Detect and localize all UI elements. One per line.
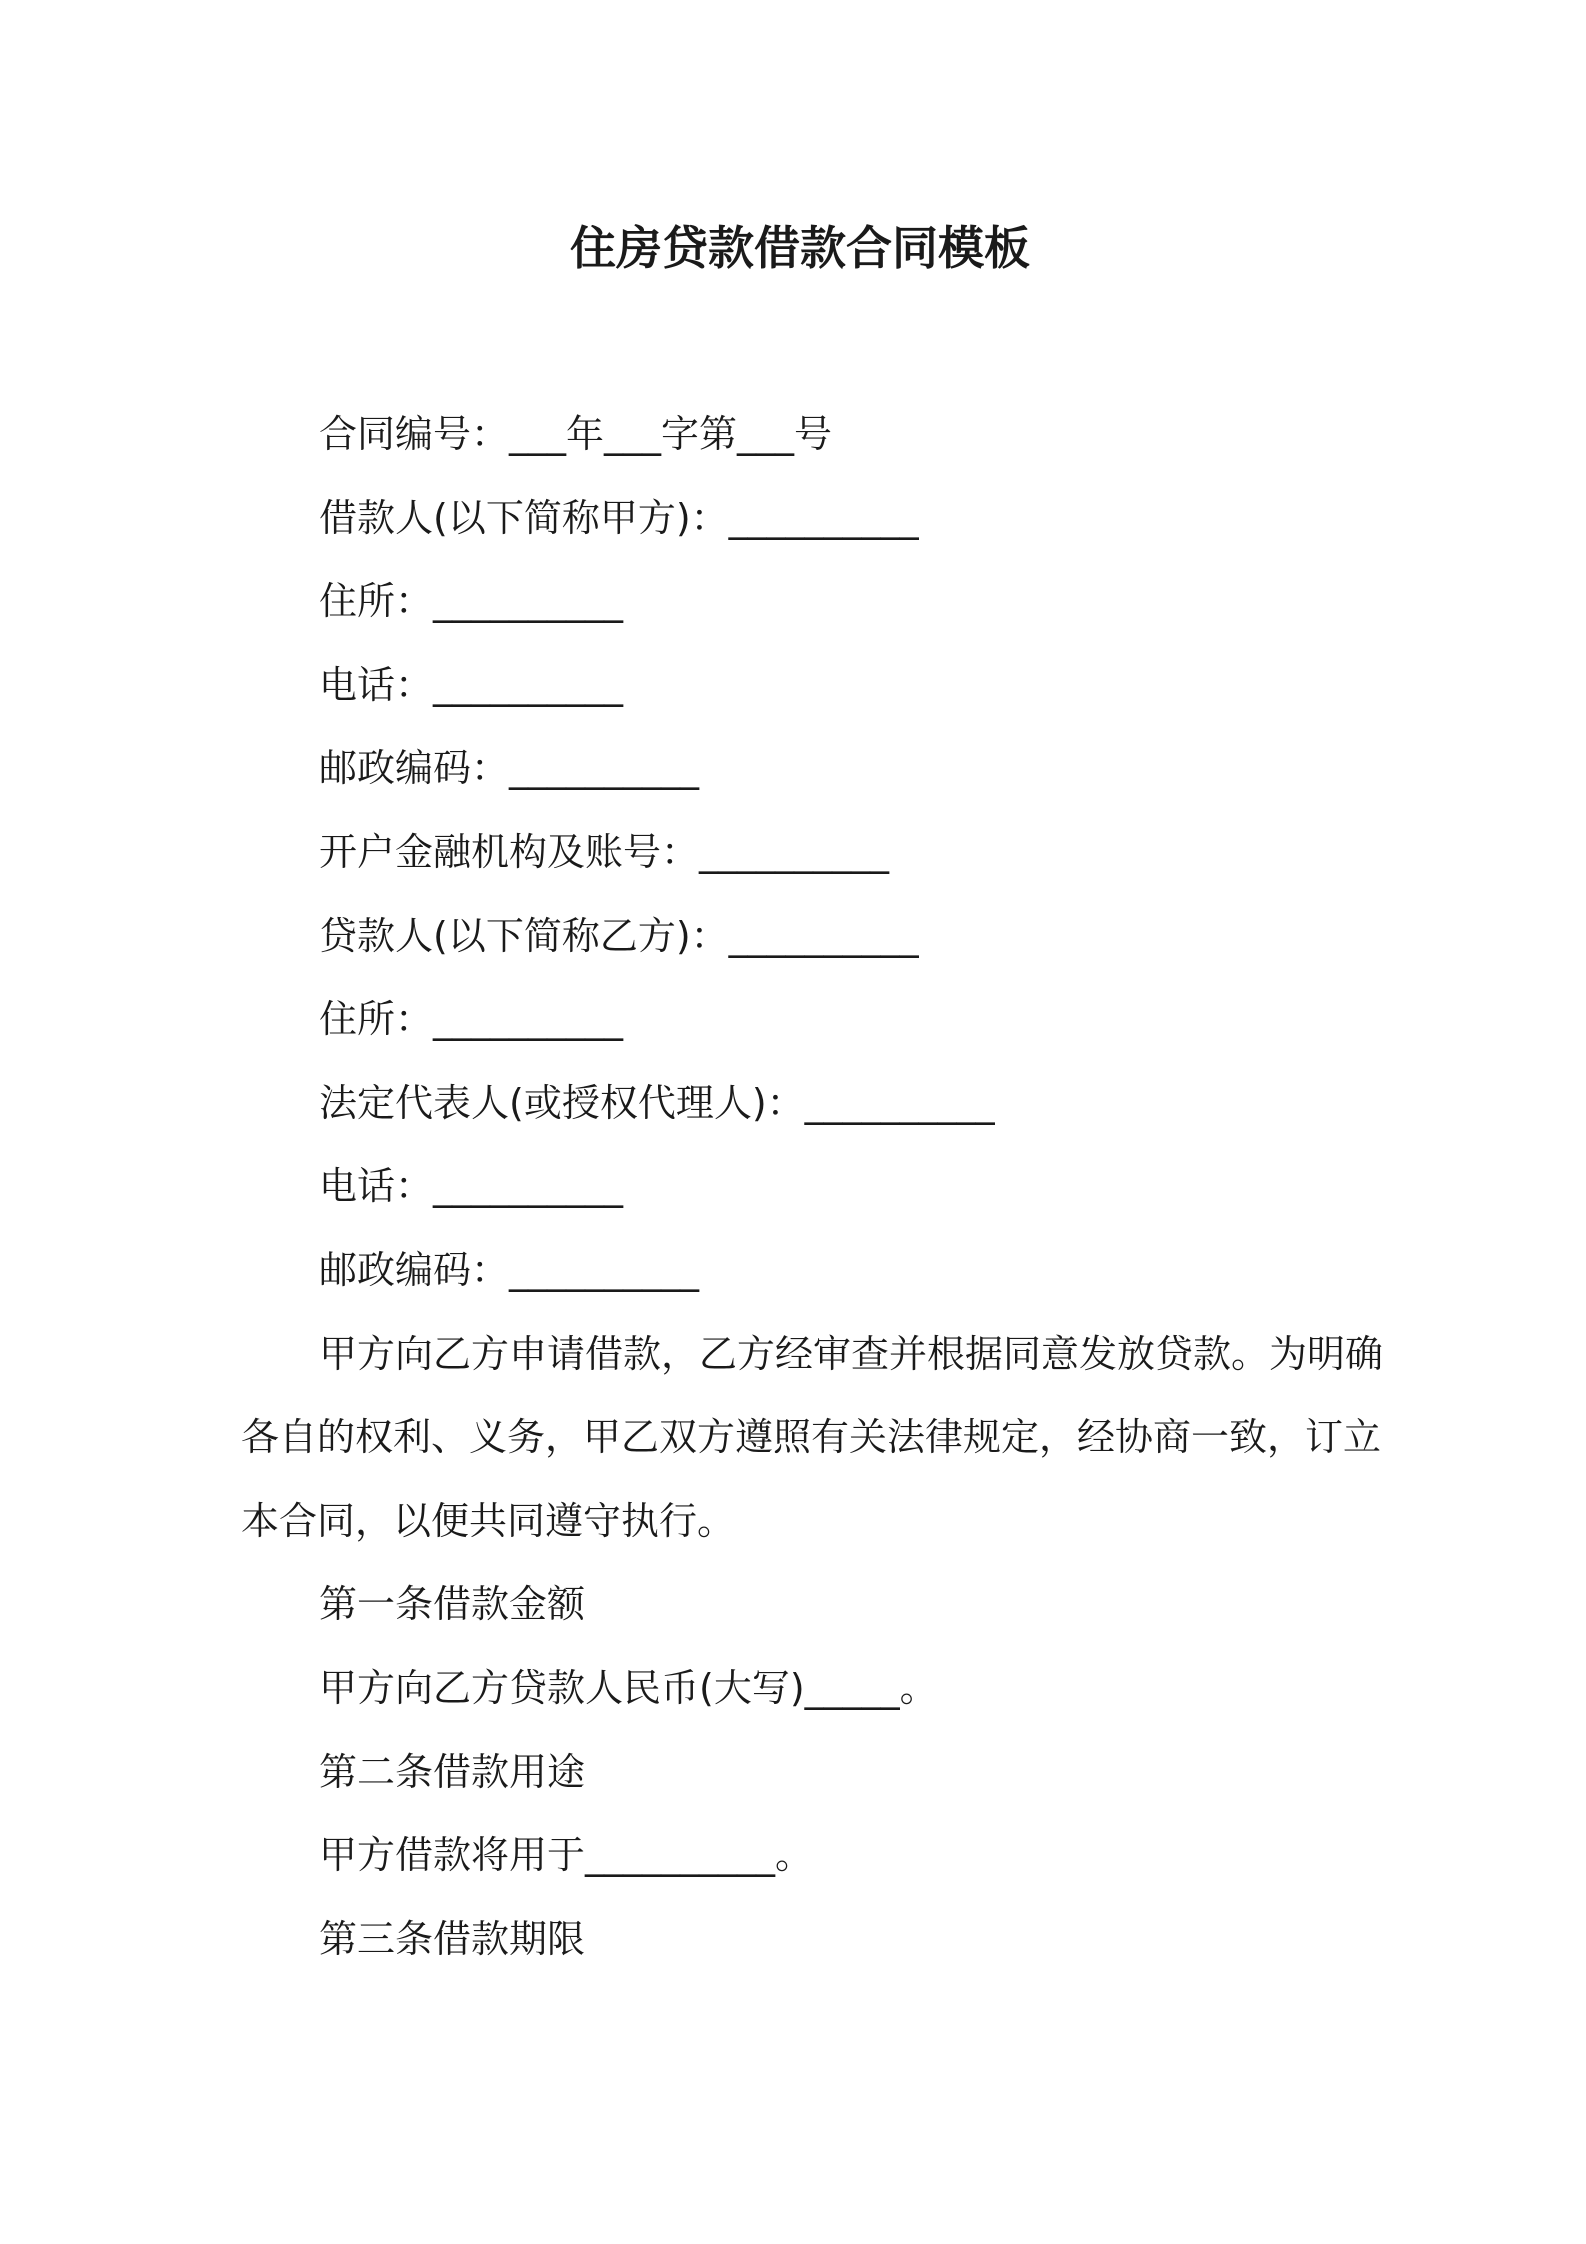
contract-number-field: 合同编号：___年___字第___号 <box>319 412 833 456</box>
article-2-body: 甲方借款将用于__________。 <box>319 1833 814 1878</box>
article-1-heading: 第一条借款金额 <box>319 1582 586 1627</box>
lender-field: 贷款人(以下简称乙方)：__________ <box>319 913 919 958</box>
preamble-line: 本合同，以便共同遵守执行。 <box>241 1498 736 1543</box>
borrower-bank-account-field: 开户金融机构及账号：__________ <box>319 829 890 874</box>
borrower-field: 借款人(以下简称甲方)：__________ <box>319 495 919 540</box>
borrower-phone-field: 电话：__________ <box>319 662 624 707</box>
lender-representative-field: 法定代表人(或授权代理人)：__________ <box>319 1080 995 1125</box>
preamble-paragraph <box>241 1313 1441 1564</box>
document-title: 住房贷款借款合同模板 <box>570 221 1030 275</box>
article-1-body: 甲方向乙方贷款人民币(大写)_____。 <box>319 1665 938 1710</box>
borrower-postcode-field: 邮政编码：__________ <box>319 746 700 791</box>
borrower-address-field: 住所：__________ <box>319 579 624 624</box>
preamble-line: 各自的权利、义务，甲乙双方遵照有关法律规定，经协商一致，订立 <box>241 1415 1382 1460</box>
lender-phone-field: 电话：__________ <box>319 1164 624 1209</box>
preamble-line: 甲方向乙方申请借款，乙方经审查并根据同意发放贷款。为明确 <box>319 1331 1384 1376</box>
article-2-heading: 第二条借款用途 <box>319 1749 586 1794</box>
lender-address-field: 住所：__________ <box>319 997 624 1042</box>
article-3-heading: 第三条借款期限 <box>319 1916 586 1961</box>
document-body <box>241 393 1441 1981</box>
lender-postcode-field: 邮政编码：__________ <box>319 1247 700 1292</box>
